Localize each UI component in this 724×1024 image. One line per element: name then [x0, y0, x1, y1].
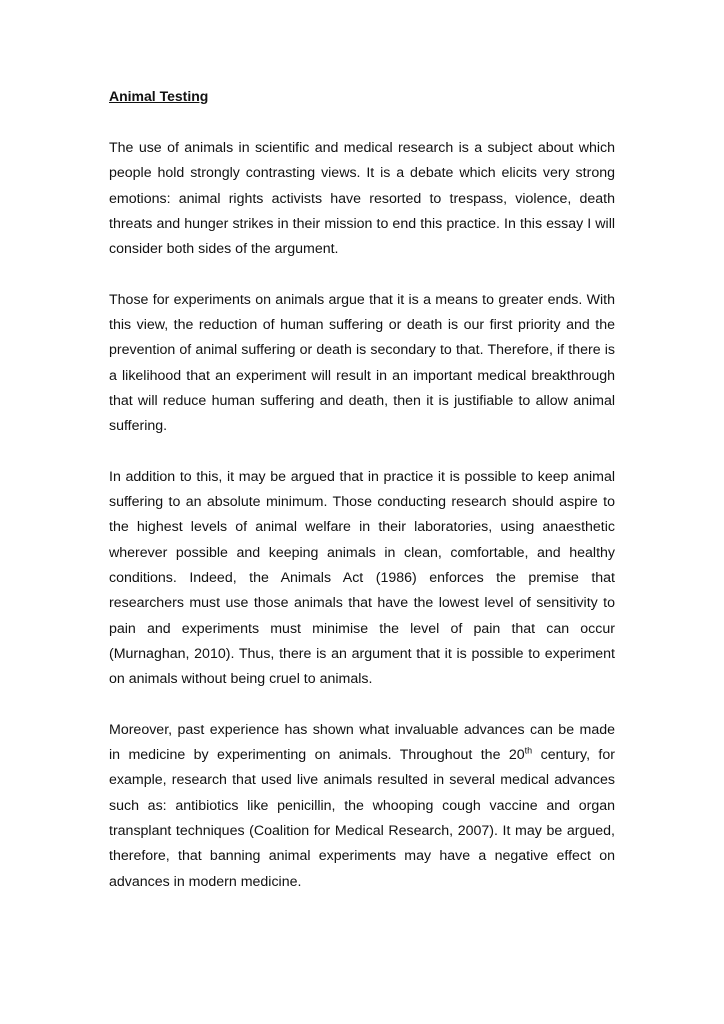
ordinal-superscript: th [524, 745, 533, 756]
paragraph-medical-advances-start: Moreover, past experience has shown what invaluable advances can be made in medicine by experimenting on animals. Throughout the 20 [109, 721, 615, 764]
paragraph-minimise-suffering: In addition to this, it may be argued that in practice it is possible to keep animal suffering to an absolute minimum. Those conducting research should aspire to the highest levels of animal welfare in their laboratories, using anaesthetic wherever possible and keeping animals in clean, comfortable, and healthy conditions. Indeed, the Animals Act (1986) enforces the premise that researchers must use those animals that have the lowest level of sensitivity to pain and experiments must minimise the level of pain that can occur (Murnaghan, 2010). Thus, there is an argument that it is possible to experiment on animals without being cruel to animals. [109, 468, 615, 688]
paragraph-medical-advances-end: century, for example, research that used live animals resulted in several medical advances such as: antibiotics like penicillin, the whooping cough vaccine and organ transplant techniques (Coalition for Medical Research, 2007). It may be argued, therefore, that banning animal experiments may have a negative effect on advances in modern medicine. [109, 747, 615, 890]
document-page [109, 86, 615, 895]
document-title: Animal Testing [109, 88, 209, 104]
paragraph-medical-advances [109, 718, 615, 895]
paragraph-intro: The use of animals in scientific and medical research is a subject about which people hold strongly contrasting views. It is a debate which elicits very strong emotions: animal rights activists have resorted to trespass, violence, death threats and hunger strikes in their mission to end this practice. In this essay I will consider both sides of the argument. [109, 140, 615, 258]
paragraph-for-argument: Those for experiments on animals argue that it is a means to greater ends. With this view, the reduction of human suffering or death is our first priority and the prevention of animal suffering or death is secondary to that. Therefore, if there is a likelihood that an experiment will result in an important medical breakthrough that will reduce human suffering and death, then it is justifiable to allow animal suffering. [109, 291, 615, 435]
